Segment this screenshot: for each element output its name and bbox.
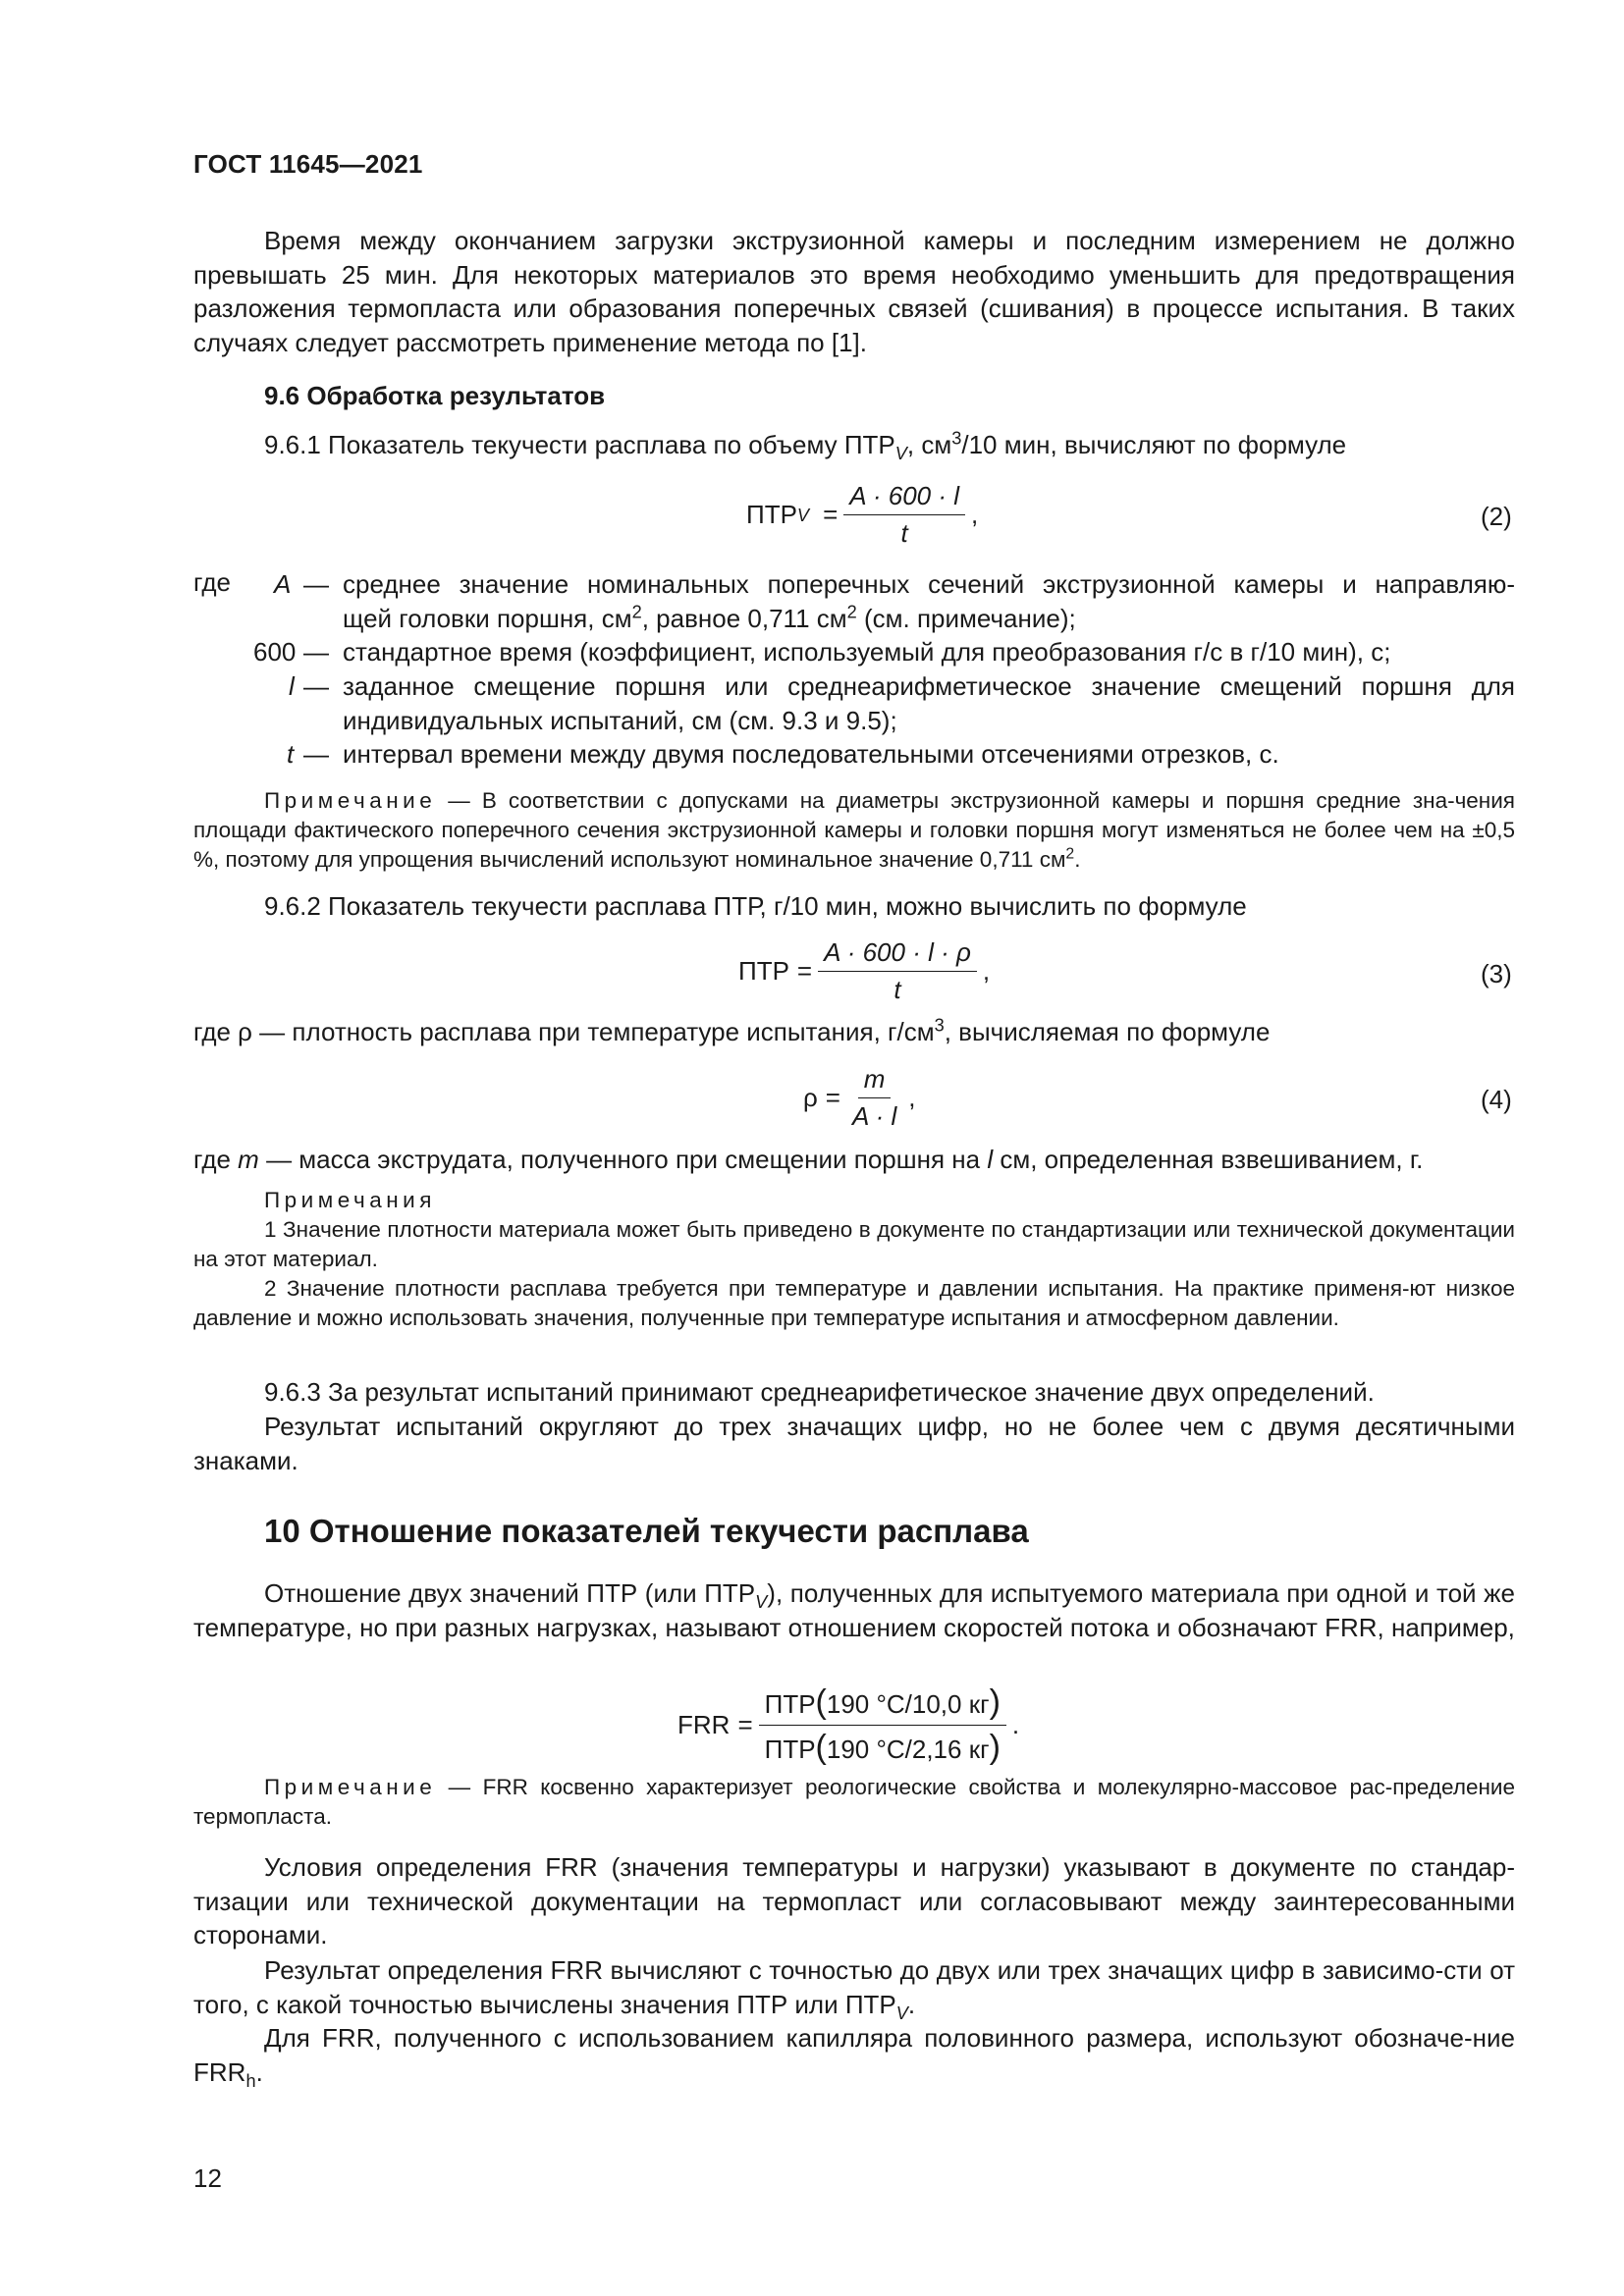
formula-4: ρ = $\frac{m}{A \cdot l}$ , [803, 1064, 916, 1131]
section-10-paragraph-1: Отношение двух значений ПТР (или $ПТР_V$), полученных для испытуемого материала при одной и той же температуре, но при разных нагрузках, называют отношением скоростей потока и обозначают FRR, например, [193, 1578, 1515, 1642]
fraction: $\frac{A \cdot 600 \cdot l \cdot \rho}{t}$ [818, 937, 977, 1005]
fraction: $\frac{\text{ПТР(190 °C/10,0 кг)}}{\text{ПТР(190 °C/2,16 кг)}}$ [759, 1683, 1006, 1767]
document-page: ГОСТ 11645—2021 Время между окончанием загрузки экструзионной камеры и последним измерением не должно превышать 25 мин. Для некоторых материалов это время необходимо уменьшить для предотвращения разложения термопласта или образования поперечных связей (сшивания) в процессе испытания. В таких случаях следует рассмотреть применение метода по [1]. 9.6 Обработка результатов 9.6.1 Показатель текучести расплава по объему $ПТР_V$, $см^3/10$ мин, вычисляют по формуле ПТР V = $\frac{A \cdot 600 \cdot l}{t}$ , (2) где A — среднее значение номинальных поперечных сечений экструзионной камеры и направляю- щей головки поршня, $см^2$, равное 0,711 $см^2$ (см. примечание); 600 — стандартное время (коэффициент, используемый для преобразования г/с в г/10 мин), с; l — заданное смещение поршня или среднеарифметическое значение смещений поршня для индивидуальных испытаний, см (см. 9.3 и 9.5); t — интервал времени между двумя последовательными отсечениями отрезков, с. Примечание — В соответствии с допусками на диаметры экструзионной камеры и поршня средние зна-чения площади фактического поперечного сечения экструзионной камеры и головки поршня могут изменяться не более чем на ±0,5 %, поэтому для упрощения вычислений используют номинальное значение 0,711 $см^2$. 9.6.2 Показатель текучести расплава ПТР, г/10 мин, можно вычислить по формуле ПТР = $\frac{A \cdot 600 \cdot l \cdot \rho}{t}$ , (3) где ρ — плотность расплава при температуре испытания, $г/см^3$, вычисляемая по формуле ρ = $\frac{m}{A \cdot l}$ , (4) где m — масса экструдата, полученного при смещении поршня на l см, определенная взвешиванием, г. Примечания 1 Значение плотности материала может быть приведено в документе по стандартизации или технической документации на этот материал. 2 Значение плотности расплава требуется при температуре и давлении испытания. На практике применя-ют низкое давление и можно использовать значения, полученные при температуре испытания и атмосферном давлении. 9.6.3 За результат испытаний принимают среднеарифетическое значение двух определений. Результат испытаний округляют до трех значащих цифр, но не более чем с двумя десятичными знаками. 10 Отношение показателей текучести расплава Отношение двух значений ПТР (или $ПТР_V$), полученных для испытуемого материала при одной и той же температуре, но при разных нагрузках, называют отношением скоростей потока и обозначают FRR, например, FRR = $\frac{\text{ПТР(190 °C/10,0 кг)}}{\text{ПТР(190 °C/2,16 кг)}}$ . Примечание — FRR косвенно характеризует реологические свойства и молекулярно-массовое рас-пределение термопласта. Условия определения FRR (значения температуры и нагрузки) указывают в документе по стандар-тизации или технической документации на термопласт или согласовывают между заинтересованными сторонами. Результат определения FRR вычисляют с точностью до двух или трех значащих цифр в зависимо-сти от того, с какой точностью вычислены значения ПТР или $ПТР_V$. Для FRR, полученного с использованием капилляра половинного размера, используют обозначе-ние $FRR_h$. 12 [193, 149, 1515, 2193]
paragraph-9-6-1: 9.6.1 Показатель текучести расплава по объему $ПТР_V$, $см^3/10$ мин, вычисляют по формуле [264, 428, 1347, 464]
fraction: $\frac{A \cdot 600 \cdot l}{t}$ [843, 481, 965, 549]
section-10-paragraph-4: Для FRR, полученного с использованием капилляра половинного размера, используют обозначе-ние $FRR_h$. [193, 2023, 1515, 2091]
equation-number-2: (2) [1481, 502, 1512, 531]
note-item: 2 Значение плотности расплава требуется при температуре и давлении испытания. На практике применя-ют низкое давление и можно использовать значения, полученные при температуре испытания и атмосферном давлении. [193, 1276, 1515, 1330]
notes-label: Примечания [264, 1188, 436, 1212]
page-number: 12 [193, 2163, 222, 2193]
rho-definition: где ρ — плотность расплава при температуре испытания, $г/см^3$, вычисляемая по формуле [193, 1015, 1271, 1046]
equation-number-4: (4) [1481, 1085, 1512, 1114]
document-header: ГОСТ 11645—2021 [193, 149, 423, 179]
where-word: где [193, 567, 231, 597]
note-item: 1 Значение плотности материала может быть приведено в документе по стандартизации или технической документации на этот материал. [193, 1217, 1515, 1271]
equation-number-3: (3) [1481, 959, 1512, 988]
formula-3: ПТР = $\frac{A \cdot 600 \cdot l \cdot \rho}{t}$ , [738, 937, 991, 1004]
frr-formula: FRR = $\frac{\text{ПТР(190 °C/10,0 кг)}}{\text{ПТР(190 °C/2,16 кг)}}$ . [677, 1683, 1020, 1766]
paragraph-9-6-3: 9.6.3 За результат испытаний принимают среднеарифетическое значение двух определений. [264, 1377, 1375, 1407]
paragraph-result-rounding: Результат испытаний округляют до трех значащих цифр, но не более чем с двумя десятичными знаками. [193, 1412, 1515, 1475]
intro-paragraph: Время между окончанием загрузки экструзионной камеры и последним измерением не должно превышать 25 мин. Для некоторых материалов это время необходимо уменьшить для предотвращения разложения термопласта или образования поперечных связей (сшивания) в процессе испытания. В таких случаях следует рассмотреть применение метода по [1]. [193, 226, 1515, 357]
formula-2: ПТР V = $\frac{A \cdot 600 \cdot l}{t}$ , [746, 481, 979, 548]
section-9-6-title: 9.6 Обработка результатов [264, 381, 606, 410]
paragraph-9-6-2: 9.6.2 Показатель текучести расплава ПТР, г/10 мин, можно вычислить по формуле [264, 891, 1247, 921]
note-9-6-1: Примечание — В соответствии с допусками на диаметры экструзионной камеры и поршня средние зна-чения площади фактического поперечного сечения экструзионной камеры и головки поршня могут изменяться не более чем на ±0,5 %, поэтому для упрощения вычислений используют номинальное значение 0,711 $см^2$. [193, 788, 1515, 872]
section-10-paragraph-2: Условия определения FRR (значения температуры и нагрузки) указывают в документе по стандар-тизации или технической документации на термопласт или согласовывают между заинтересованными сторонами. [193, 1852, 1515, 1949]
section-10-note: Примечание — FRR косвенно характеризует реологические свойства и молекулярно-массовое рас-пределение термопласта. [193, 1775, 1515, 1829]
section-10-title: 10 Отношение показателей текучести расплава [264, 1513, 1029, 1549]
fraction: $\frac{m}{A \cdot l}$ [851, 1064, 897, 1131]
m-definition: где m — масса экструдата, полученного при смещении поршня на l см, определенная взвешиванием, г. [193, 1145, 1424, 1174]
section-10-paragraph-3: Результат определения FRR вычисляют с точностью до двух или трех значащих цифр в зависимо-сти от того, с какой точностью вычислены значения ПТР или $ПТР_V$. [193, 1955, 1515, 2023]
